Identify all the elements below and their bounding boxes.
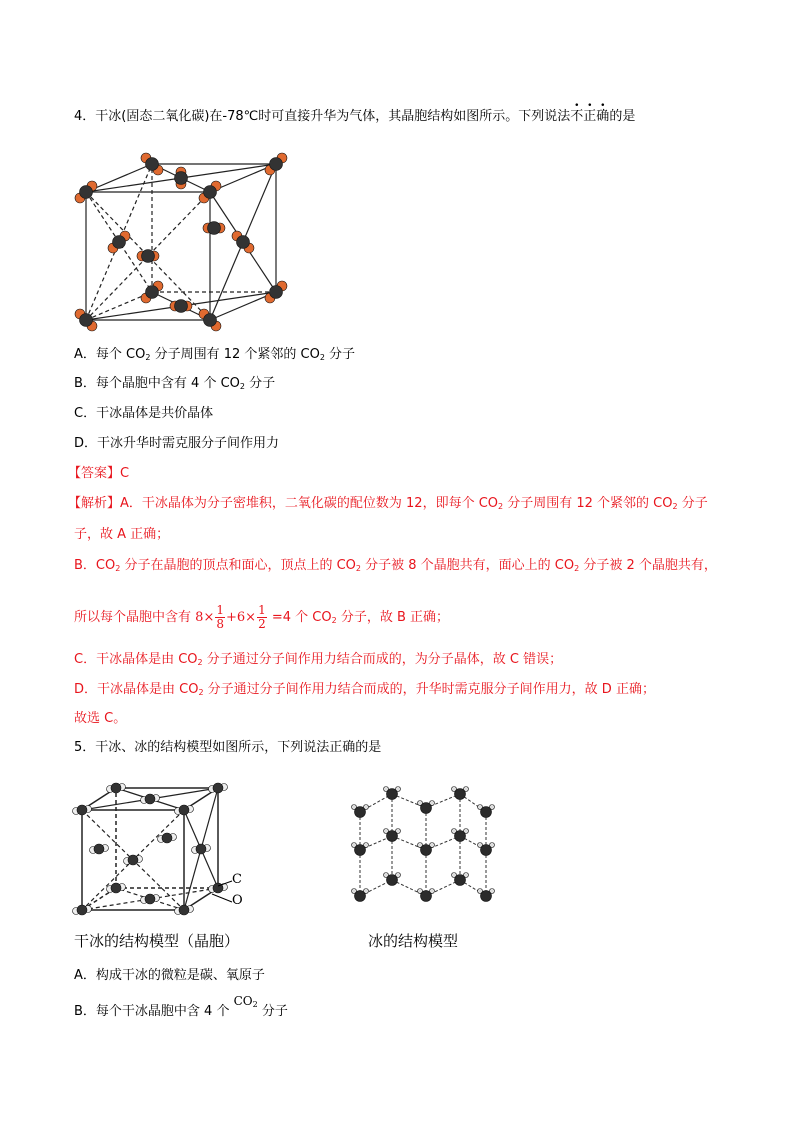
carbon-atom — [80, 314, 93, 327]
oxygen-atom — [481, 891, 492, 902]
oxygen-atom — [355, 807, 366, 818]
carbon-atom — [146, 286, 159, 299]
q5-stem: 5．干冰、冰的结构模型如图所示，下列说法正确的是 — [74, 740, 382, 755]
oxygen-atom — [355, 845, 366, 856]
label-carbon: C — [232, 872, 242, 887]
carbon-atom — [175, 300, 188, 313]
q4-analysis-line-2: 子，故 A 正确； — [74, 527, 170, 542]
carbon-atom — [208, 222, 221, 235]
carbon-atom — [175, 172, 188, 185]
q4-analysis-line-7: 故选 C。 — [74, 711, 127, 726]
emphasis-char: 确 — [596, 109, 610, 124]
carbon-atom — [94, 844, 104, 854]
carbon-atom — [179, 905, 189, 915]
q4-analysis-line-3: B．$CO_2$ 分子在晶胞的顶点和面心，顶点上的 $CO_2$ 分子被 8 个晶胞共有，面心上的 $CO_2$ 分子被 2 个晶胞共有， — [74, 558, 717, 573]
oxygen-atom — [421, 891, 432, 902]
carbon-atom — [196, 844, 206, 854]
oxygen-atom — [387, 875, 398, 886]
carbon-atom — [145, 894, 155, 904]
oxygen-atom — [455, 875, 466, 886]
emphasis-char: 不 — [570, 109, 584, 124]
q4-analysis-line-1: 【解析】A．干冰晶体为分子密堆积，二氧化碳的配位数为 12，即每个 $CO_2$ 分子周围有 12 个紧邻的 $CO_2$ 分子 — [68, 496, 708, 511]
q4-option-b: B．每个晶胞中含有 4 个 $CO_2$ 分子 — [74, 376, 276, 391]
oxygen-atom — [455, 789, 466, 800]
dry-ice-unit-cell-figure — [68, 142, 292, 342]
carbon-atom — [270, 158, 283, 171]
oxygen-atom — [387, 831, 398, 842]
caption-ice: 冰的结构模型 — [368, 932, 459, 950]
oxygen-atom — [455, 831, 466, 842]
carbon-atom — [142, 250, 155, 263]
carbon-atom — [179, 805, 189, 815]
caption-dry-ice: 干冰的结构模型（晶胞） — [74, 932, 240, 950]
carbon-atom — [77, 905, 87, 915]
arrow-oxygen — [212, 894, 232, 902]
oxygen-atom — [421, 845, 432, 856]
formula: 8× $\frac{1}{8}$ +6× $\frac{1}{2}$ — [195, 603, 266, 631]
oxygen-atom — [387, 789, 398, 800]
carbon-atom — [80, 186, 93, 199]
q4-option-c: C．干冰晶体是共价晶体 — [74, 406, 214, 421]
q4-analysis-line-6: D．干冰晶体是由 $CO_2$ 分子通过分子间作用力结合而成的，升华时需克服分子间作用力，故 D 正确； — [74, 682, 655, 697]
q4-option-a: A．每个 $CO_2$ 分子周围有 12 个紧邻的 $CO_2$ 分子 — [74, 347, 356, 362]
oxygen-atom — [481, 845, 492, 856]
q4-stem: 4．干冰(固态二氧化碳)在-78℃时可直接升华为气体，其晶胞结构如图所示。下列说法不正确的是 — [74, 109, 636, 124]
oxygen-atom — [421, 803, 432, 814]
carbon-atom — [162, 833, 172, 843]
carbon-atom — [111, 883, 121, 893]
carbon-atom — [111, 783, 121, 793]
q4-analysis-line-4: 所以每个晶胞中含有 8× $\frac{1}{8}$ +6× $\frac{1}{2}$ =4 个 $CO_2$ 分子，故 B 正确； — [74, 603, 450, 631]
ice-model-figure — [340, 772, 500, 922]
q5-option-a: A．构成干冰的微粒是碳、氧原子 — [74, 968, 265, 983]
label-oxygen: O — [232, 893, 243, 908]
carbon-atom — [113, 236, 126, 249]
carbon-atom — [270, 286, 283, 299]
emphasis-char: 正 — [583, 109, 597, 124]
carbon-atom — [145, 794, 155, 804]
q5-option-b: B．每个干冰晶胞中含 4 个 $CO_2$ 分子 — [74, 994, 288, 1019]
q4-option-d: D．干冰升华时需克服分子间作用力 — [74, 436, 280, 451]
oxygen-atom — [355, 891, 366, 902]
q4-analysis-line-5: C．干冰晶体是由 $CO_2$ 分子通过分子间作用力结合而成的，为分子晶体，故 C 错误； — [74, 652, 563, 667]
carbon-atom — [77, 805, 87, 815]
carbon-atom — [237, 236, 250, 249]
carbon-atom — [213, 783, 223, 793]
q4-answer: 【答案】C — [68, 466, 130, 481]
oxygen-atom — [481, 807, 492, 818]
carbon-atom — [128, 855, 138, 865]
carbon-atom — [146, 158, 159, 171]
carbon-atom — [204, 314, 217, 327]
carbon-atom — [204, 186, 217, 199]
